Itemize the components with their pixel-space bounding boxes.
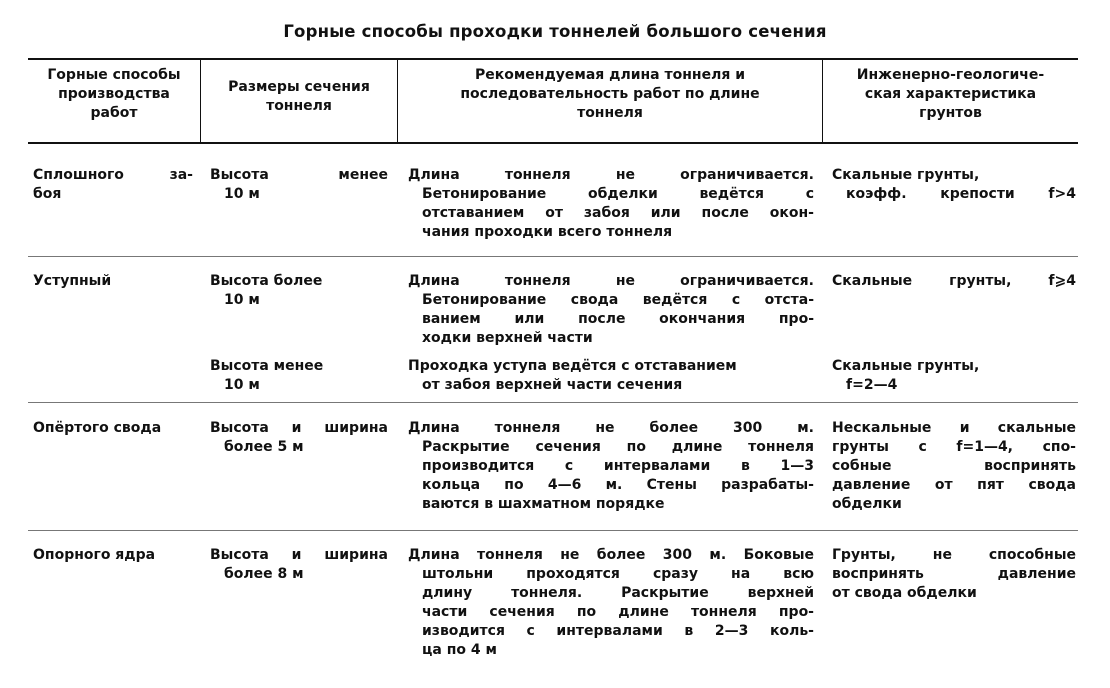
row-4-method: Опёртого свода — [33, 420, 162, 436]
row-5-length: Длина тоннеля не более 300 м. Боковые штольни проходятся сразу на всю длину тоннеля. Раскрытие верхней части сечения по длине тоннеля про- изводится с интервалами в 2—3 коль- ца по 4 м — [408, 547, 814, 658]
row-separator-2 — [28, 402, 1078, 403]
header-size: Размеры сечения тоннеля — [228, 79, 370, 114]
header-length: Рекомендуемая длина тоннеля и последовательность работ по длине тоннеля — [460, 67, 760, 121]
header-geology: Инженерно-геологиче- ская характеристика грунтов — [856, 67, 1045, 121]
row-1-method: Сплошного за- боя — [33, 167, 193, 202]
row-2-geology: Скальные грунты, f⩾4 — [832, 273, 1076, 289]
row-3-size: Высота менее 10 м — [210, 358, 324, 393]
row-1-size: Высота менее 10 м — [210, 167, 388, 202]
row-separator-3 — [28, 530, 1078, 531]
row-3-geology: Скальные грунты, f=2—4 — [832, 358, 980, 393]
row-5-size: Высота и ширина более 8 м — [210, 547, 388, 582]
row-2-length: Длина тоннеля не ограничивается. Бетонирование свода ведётся с отста- ванием или после окончания про- ходки верхней части — [408, 273, 814, 346]
header-method: Горные способы производства работ — [47, 67, 181, 121]
row-4-size: Высота и ширина более 5 м — [210, 420, 388, 455]
row-3-length: Проходка уступа ведётся с отставанием от забоя верхней части сечения — [408, 358, 737, 393]
row-4-length: Длина тоннеля не более 300 м. Раскрытие сечения по длине тоннеля производится с интервалами в 1—3 кольца по 4—6 м. Стены разрабаты- ваются в шахматном порядке — [408, 420, 814, 512]
row-4-geology: Нескальные и скальные грунты с f=1—4, спо- собные воспринять давление от пят свода обделки — [832, 420, 1076, 512]
table-top-rule — [28, 58, 1078, 60]
table-title: Горные способы проходки тоннелей большого сечения — [283, 22, 827, 41]
table-header-rule — [28, 142, 1078, 144]
row-separator-1 — [28, 256, 1078, 257]
row-1-length: Длина тоннеля не ограничивается. Бетонирование обделки ведётся с отставанием от забоя или после окон- чания проходки всего тоннеля — [408, 167, 814, 240]
row-5-method: Опорного ядра — [33, 547, 156, 563]
row-5-geology: Грунты, не способные воспринять давление от свода обделки — [832, 547, 1076, 601]
row-2-method: Уступный — [33, 273, 112, 289]
row-2-size: Высота более 10 м — [210, 273, 323, 308]
row-1-geology: Скальные грунты, коэфф. крепости f>4 — [832, 167, 1076, 202]
